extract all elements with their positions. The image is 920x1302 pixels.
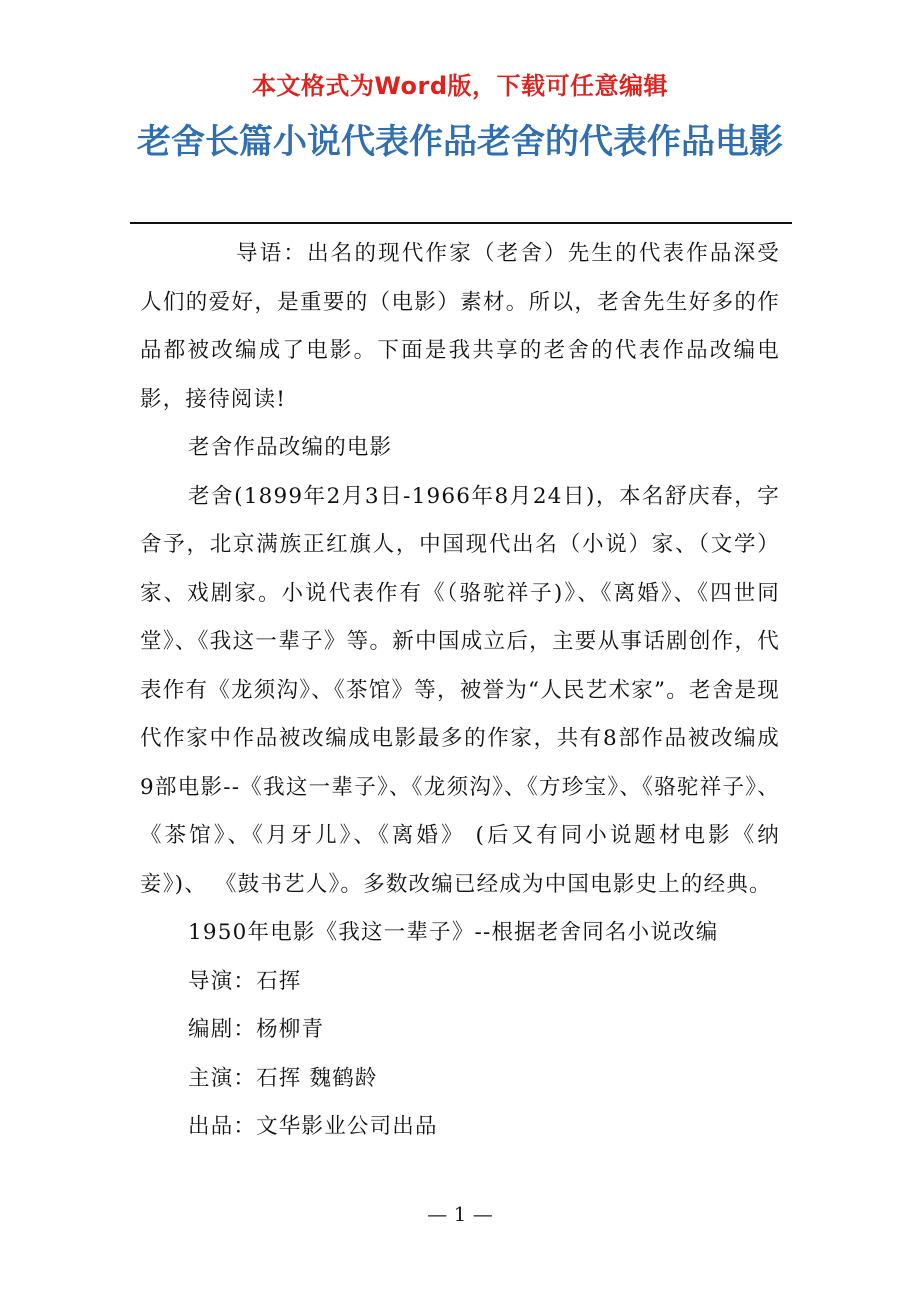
film-title-line: 1950年电影《我这一辈子》--根据老舍同名小说改编 [188,920,719,945]
article-body [140,230,780,1152]
section-heading: 老舍作品改编的电影 [188,435,393,460]
download-banner: 本文格式为Word版，下载可任意编辑 [251,72,669,100]
biography-paragraph: 老舍(1899年2月3日-1966年8月24日)，本名舒庆春，字舍予，北京满族正红旗人，中国现代出名（小说）家、（文学）家、戏剧家。小说代表作有《（骆驼祥子)》、《离婚》、《四世同堂》、《我这一辈子》等。新中国成立后，主要从事话剧创作，代表作有《龙须沟》、《茶馆》等，被誉为“人民艺术家”。老舍是现代作家中作品被改编成电影最多的作家，共有8部作品被改编成9部电影--《我这一辈子》、《龙须沟》、《方珍宝》、《骆驼祥子》、《茶馆》、《月牙儿》、《离婚》 (后又有同小说题材电影《纳妾》)、 《鼓书艺人》。多数改编已经成为中国电影史上的经典。 [140,483,780,897]
document-title: 老舍长篇小说代表作品老舍的代表作品电影 [137,122,783,162]
title-divider [130,222,792,224]
producer-line: 出品：文华影业公司出品 [188,1114,438,1139]
director-line: 导演：石挥 [188,968,302,994]
page-number: — 1 — [427,1202,493,1226]
cast-line: 主演：石挥 魏鹤龄 [188,1065,378,1091]
writer-line: 编剧：杨柳青 [188,1017,325,1042]
intro-paragraph: 导语：出名的现代作家（老舍）先生的代表作品深受人们的爱好，是重要的（电影）素材。所以，老舍先生好多的作品都被改编成了电影。下面是我共享的老舍的代表作品改编电影，接待阅读! [140,241,780,412]
